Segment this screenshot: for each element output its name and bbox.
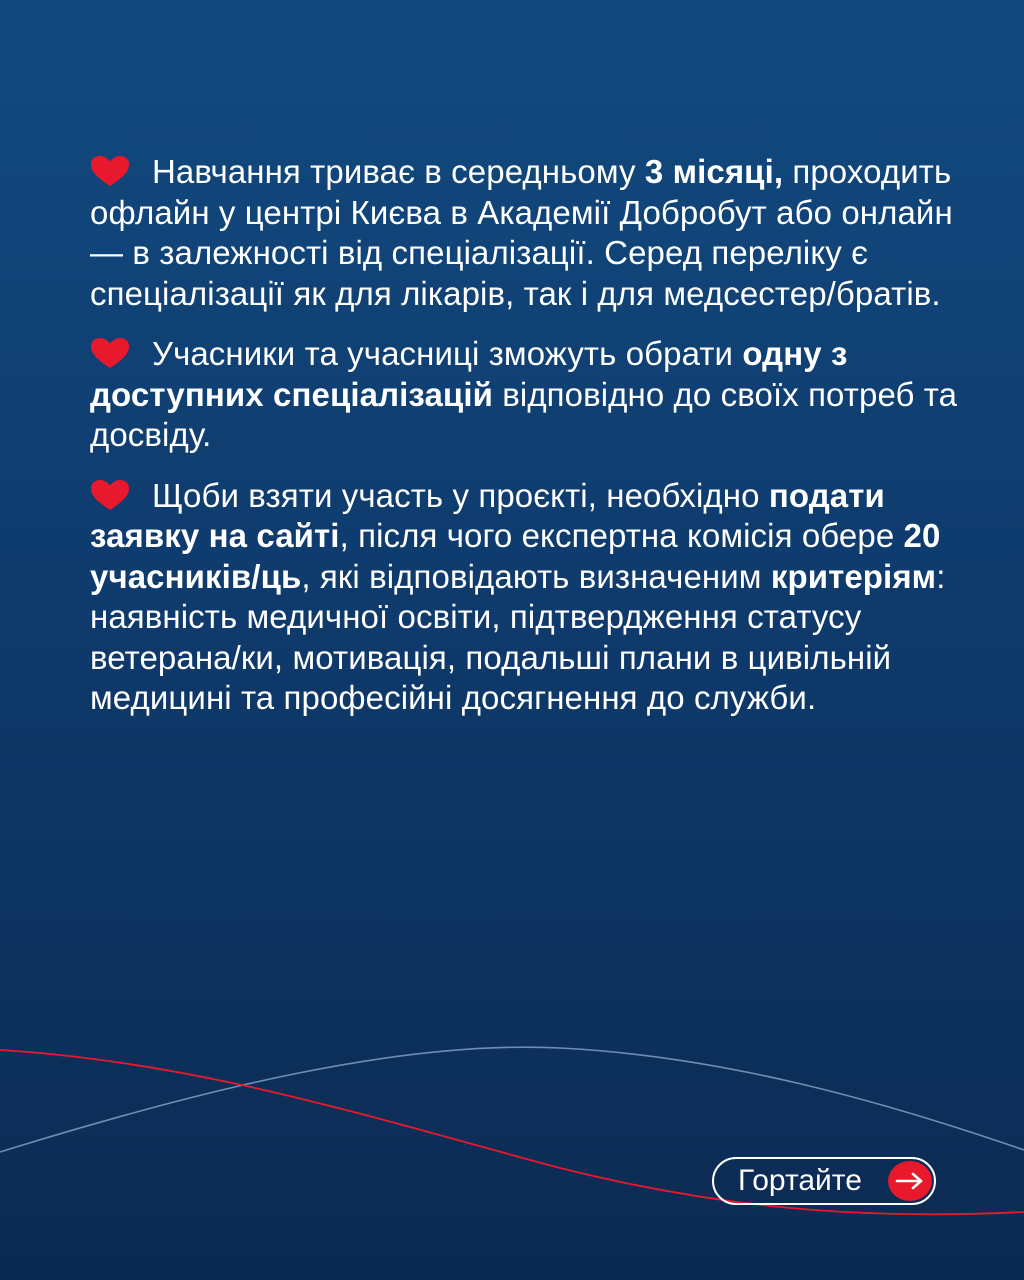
paragraph-duration bbox=[90, 152, 960, 314]
text-segment: проходить офлайн у центрі Києва в Академії Добробут або онлайн — в залежності від спеціалізації. Серед переліку є спеціалізації як для лікарів, так і для медсестер/братів. bbox=[90, 153, 953, 312]
text-segment-bold: 3 місяці, bbox=[644, 153, 784, 190]
text-segment-bold: критеріям bbox=[770, 557, 937, 595]
arrow-right-icon bbox=[888, 1161, 932, 1201]
heart-icon bbox=[90, 479, 130, 511]
decorative-waves bbox=[0, 1000, 1024, 1280]
text-segment-bold: одну з доступних спеціалізацій bbox=[90, 335, 848, 413]
scroll-button-label: Гортайте bbox=[738, 1164, 862, 1197]
heart-icon bbox=[90, 155, 130, 187]
text-segment: відповідно до своїх потреб та досвіду. bbox=[90, 375, 958, 453]
text-segment-bold: подати заявку на сайті bbox=[90, 476, 885, 554]
text-segment: Учасники та учасниці зможуть обрати bbox=[152, 335, 743, 372]
wave-line-light bbox=[0, 1047, 1024, 1152]
text-segment: Щоби взяти участь у проєкті, необхідно bbox=[152, 476, 769, 514]
text-segment-bold: 20 учасників/ць bbox=[90, 517, 941, 595]
paragraph-application bbox=[90, 476, 960, 719]
text-segment: Навчання триває в середньому bbox=[152, 153, 645, 190]
scroll-button[interactable] bbox=[712, 1157, 936, 1205]
text-segment: , після чого експертна комісія обере bbox=[339, 517, 904, 554]
heart-icon bbox=[90, 337, 130, 369]
info-list bbox=[90, 152, 960, 739]
text-segment: , які відповідають визначеним bbox=[301, 557, 771, 595]
text-segment: : наявність медичної освіти, підтвердження статусу ветерана/ки, мотивація, подальші плани в цивільній медицині та професійні досягнення до служби. bbox=[90, 557, 946, 716]
paragraph-specialization bbox=[90, 334, 960, 456]
